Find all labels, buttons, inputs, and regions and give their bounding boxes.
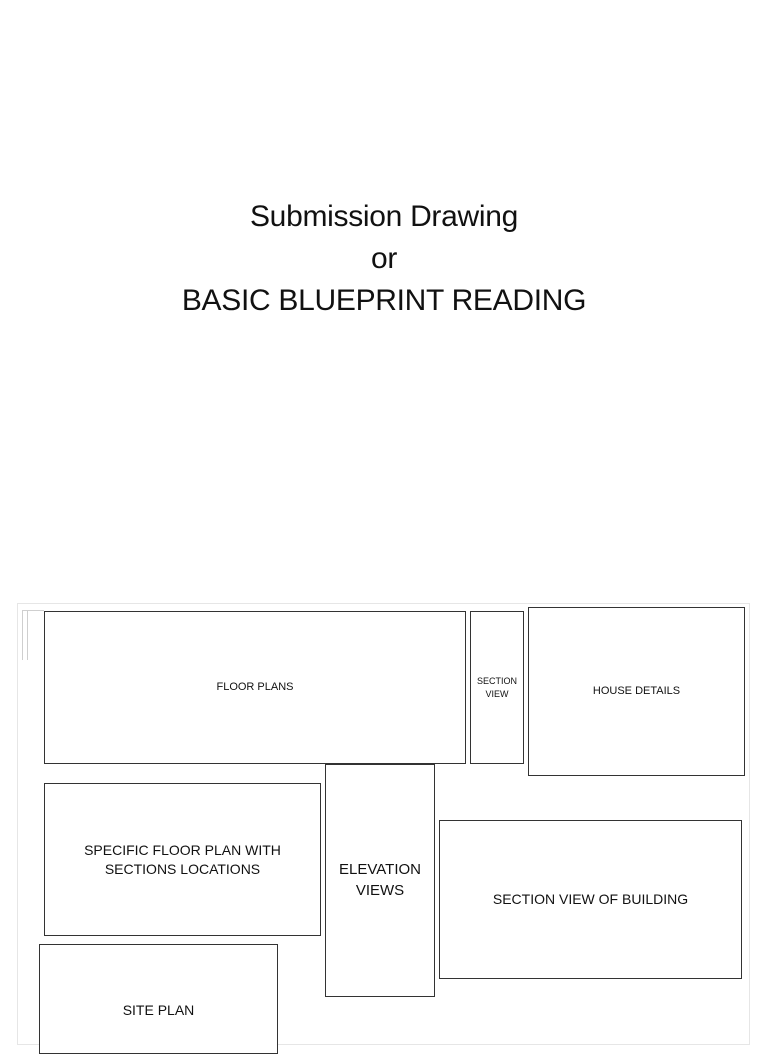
title-line-3: BASIC BLUEPRINT READING [181,284,587,317]
sheet-corner-mark [22,610,23,660]
specific-floor-plan-label: SPECIFIC FLOOR PLAN WITH SECTIONS LOCATIONS [84,841,281,877]
section-view-small-box [470,611,524,764]
sheet-corner-mark [22,610,44,611]
elevation-views-label: ELEVATION VIEWS [339,861,421,899]
floor-plans-label: FLOOR PLANS [216,681,294,694]
section-view-building-box [439,820,742,979]
title-line-1: Submission Drawing [249,200,519,233]
house-details-label: HOUSE DETAILS [592,685,681,698]
slide-title [0,196,768,322]
house-details-box [528,607,745,776]
section-view-building-label: SECTION VIEW OF BUILDING [492,891,689,908]
title-line-2: or [370,242,398,275]
blueprint-sheet-diagram [17,603,750,1045]
elevation-views-box [325,764,435,997]
site-plan-box [39,944,278,1054]
floor-plans-box [44,611,466,764]
section-view-small-label: SECTION VIEW [477,676,518,699]
sheet-corner-mark [27,610,28,660]
specific-floor-plan-box [44,783,321,936]
site-plan-label: SITE PLAN [122,1002,195,1018]
